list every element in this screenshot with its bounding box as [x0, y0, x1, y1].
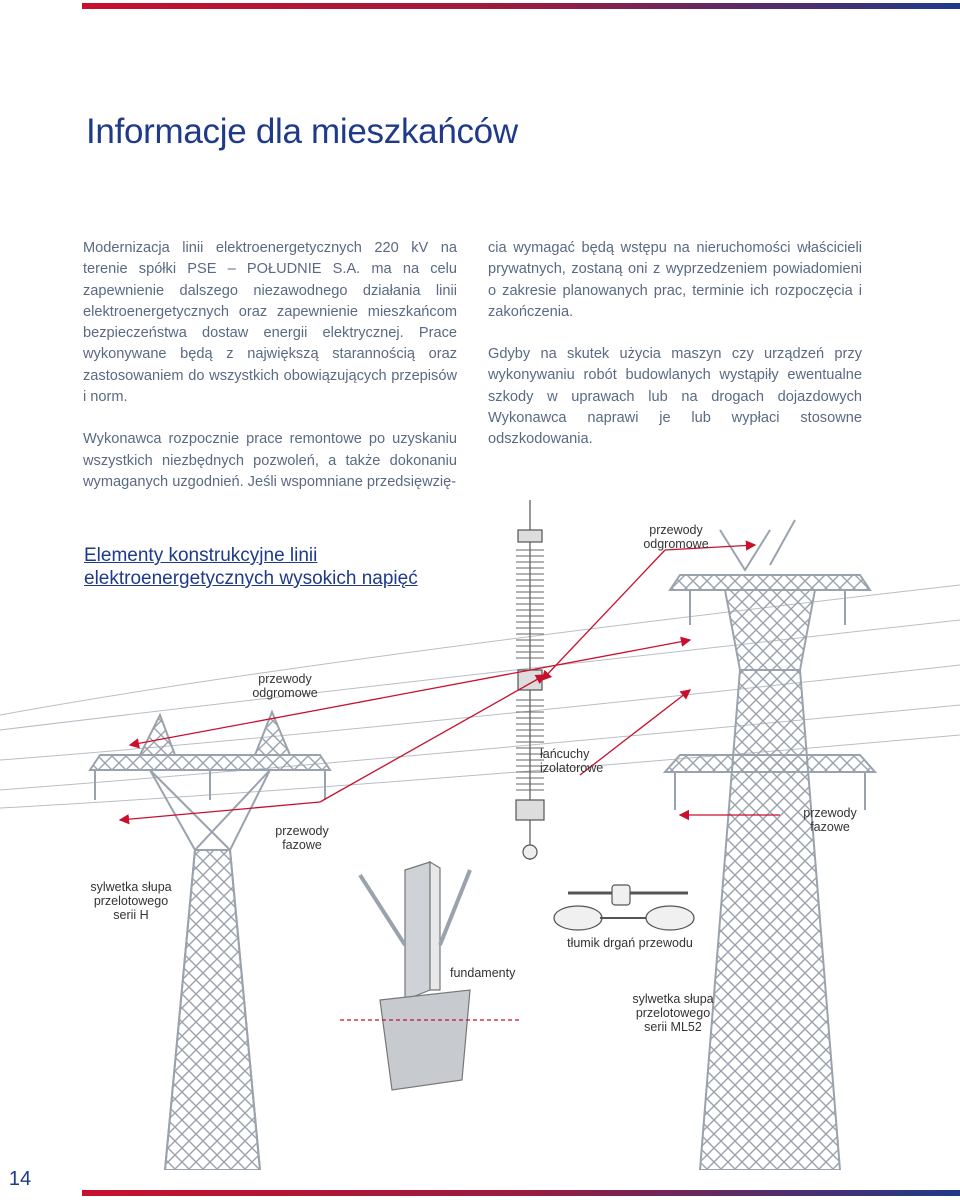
label-line: izolatorowe	[540, 761, 604, 775]
label-line: serii H	[113, 908, 149, 922]
text-column-right	[488, 238, 862, 472]
label-foundations	[450, 966, 530, 980]
label-phase-wires-left	[262, 824, 342, 852]
label-tower-h	[86, 880, 176, 922]
label-tower-ml52	[628, 992, 718, 1034]
top-accent-bar	[82, 3, 960, 9]
page-number: 14	[8, 1168, 32, 1190]
label-line: odgromowe	[643, 537, 709, 551]
paragraph: cia wymagać będą wstępu na nieruchomości właścicieli prywatnych, zostaną oni z wyprzedzeniem powiadomieni o zakresie planowanych prac, terminie ich rozpoczęcia i zakończenia.	[488, 240, 862, 320]
label-line: sylwetka słupa	[90, 880, 172, 894]
label-line: tłumik drgań przewodu	[567, 936, 693, 950]
tower-h-silhouette	[90, 712, 330, 1170]
diagram-title-line: elektroenergetycznych wysokich napięć	[84, 568, 418, 589]
page-title: Informacje dla mieszkańców	[86, 112, 518, 151]
paragraph: Modernizacja linii elektroenergetycznych 220 kV na terenie spółki PSE – POŁUDNIE S.A. ma na celu zapewnienie dalszego niezawodnego działania linii elektroenergetycznych oraz zapewnienie mieszkańcom bezpieczeństwa dostaw energii elektrycznej. Prace wykonywane będą z największą starannością oraz zastosowaniem do wszystkich obowiązujących przepisów i norm.	[83, 240, 457, 406]
label-line: fazowe	[282, 838, 322, 852]
conductors	[0, 585, 960, 808]
label-line: przelotowego	[635, 1006, 711, 1020]
paragraph: Wykonawca rozpocznie prace remontowe po uzyskaniu wszystkich niezbędnych pozwoleń, a także dokonaniu wymaganych uzgodnień. Jeśli wspomniane przedsięwzię-	[83, 431, 457, 490]
label-phase-wires-right	[790, 806, 870, 834]
label-insulator-chains	[540, 747, 620, 775]
label-line: fazowe	[810, 820, 850, 834]
paragraph: Gdyby na skutek użycia maszyn czy urządzeń przy wykonywaniu robót budowlanych wystąpiły ewentualne szkody w uprawach lub na drogach dojazdowych Wykonawca naprawi je lub wypłaci stosowne odszkodowania.	[488, 346, 862, 448]
tower-ml52-silhouette	[665, 520, 875, 1170]
bottom-accent-bar	[82, 1190, 960, 1196]
label-line: serii ML52	[644, 1020, 702, 1034]
label-line: sylwetka słupa	[632, 992, 714, 1006]
text-column-left	[83, 238, 457, 514]
label-line: przelotowego	[93, 894, 169, 908]
label-line: przewody	[275, 824, 329, 838]
vibration-damper	[554, 885, 694, 930]
label-line: przewody	[649, 523, 703, 537]
label-line: przewody	[803, 806, 857, 820]
label-ground-wires-right	[636, 523, 716, 551]
label-ground-wires-left	[245, 672, 325, 700]
label-line: fundamenty	[450, 966, 516, 980]
insulator-chain	[516, 500, 544, 860]
label-line: łańcuchy	[540, 747, 590, 761]
label-line: przewody	[258, 672, 312, 686]
diagram-title-line: Elementy konstrukcyjne linii	[84, 545, 318, 566]
label-vibration-damper	[560, 936, 700, 950]
label-line: odgromowe	[252, 686, 318, 700]
